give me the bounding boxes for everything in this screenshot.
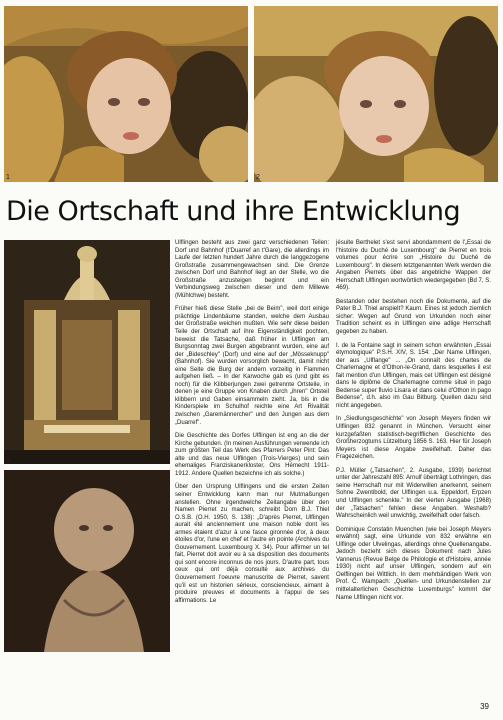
paragraph: Dominique Constatin Muenchen (wie bei Joseph Meyers erwähnt) sagt, eine Urkunde von 832 erwähne ein Ulflinge oder Ulvelingas, allerdings ohne Quellenangabe. Jedoch bezieht sich dieses Dokument nach Jules Vannerus (Revue Belge de Philologie et d'Histoire, année 1930) nicht auf unser Ulflingen, sondern auf ein Oelflingen bei Wittlich. In dem mehrbändigen Werk von Prof. C. Wampach: „Quellen- und Urkundenstellen zur mittelalterlichen Geschichte Luxemburgs" kommt der Name Ulflingen nicht vor.	[336, 526, 491, 601]
paragraph: Ulflingen besteht aus zwei ganz verschiedenen Teilen: Dorf und Bahnhof (t'Duarref an t'Gare), die allerdings im Laufe der letzten hundert Jahre durch die langgezogene Großstraße zusammengewachsen sind. Die Grenze zwischen Dorf und Bahnhof liegt an der Stelle, wo die Großstraße anzusteigen beginnt und ein Verbindungsweg zwischen dieser und dem Millewe (Mühlchwe) besteht.	[175, 240, 329, 299]
page-number: 39	[480, 702, 489, 711]
figure-number-4: 4	[6, 645, 10, 652]
paragraph: Die Geschichte des Dorfes Ulflingen ist eng an die der Kirche gebunden. (In meinen Ausführungen verwende ich zum größten Teil das Werk des Pfarrers Peter Pint: Das alte und das neue Ulflingen (Trois-Vierges) und sein ehemaliges Franziskanerkloster, Ons Hémecht 1911-1912. Andere Quellen bezeichne ich als solche.)	[175, 433, 329, 477]
text-column-2	[336, 240, 491, 608]
photo-altar	[4, 240, 170, 464]
paragraph: In „Siedlungsgeschichte" von Joseph Meyers finden wir Ulflingen 832 genannt in München. Versucht einer kurzgefaßten statistisch-begrifflichen Geschichte des Großherzogtums Lützelburg 1856 S. 163. Hier für Joseph Meyers ist diese Angabe zweifelhaft. Daher das Fragezeichen.	[336, 416, 491, 461]
paragraph: jésuite Berthelet s'est servi abondamment de l'„Essai de l'histoire du Duché de Luxembourg" de Pierret en trois volumes pour écrire son „Histoire du Duché de Luxembourg". In diesem letztgenannten Werk werden die Angaben Pierrets über das angebliche Wappen der Herrschaft Ulflingen wortwörtlich wiedergegeben (Bd 7, S. 469).	[336, 240, 491, 292]
article-title: Die Ortschaft und ihre Entwicklung	[6, 196, 461, 227]
figure-number-3: 3	[6, 457, 10, 464]
photo-cherub-right	[254, 6, 498, 182]
photo-cherub-left	[4, 6, 248, 182]
paragraph: I. de la Fontaine sagt in seinem schon erwähnten „Essai étymologique" P.S.H. XIV, S. 154: „Der Name Ulflingen, der aus „Ulflange" ... „On connaît des chartes de Charlemagne et d'Othon-le-Grand, dans lesquelles il est fait mention d'un Ulflingen, mais cet Ulflingen est désigné dans le diplôme de Charlemagne comme situé in pago Bedense super fluvio Lisara et dans celui d'Othon in pago Bedense", d.h. also im Gau Bitburg. Quellen dazu sind nicht angegeben.	[336, 342, 491, 409]
figure-number-1: 1	[6, 174, 10, 181]
figure-number-2: 2	[256, 174, 260, 181]
paragraph: Früher hieß diese Stelle „bei de Beim", weil dort einige prächtige Lindenbäume standen, welche dem Ausbau der Großstraße weichen mußten. Wie sehr diese beiden Teile der Ortschaft auf ihre Eigenständigkeit pochten, beweist die Tatsache, daß früher in Ulflingen am Burgsonntag zwei Burgen abgebrannt wurden, eine auf der „Bideschley" (Dorf) und eine auf der „Mösseknupp" (Bahnhof). Sie wurden vorsorglich bewacht, damit nicht eine Seite die Burg der andern vorzeitig in Flammen aufgehen ließ. – In der Karwoche gab es (und gibt es noch) für die Klibberjungen zwei getrennte Ortsteile, in denen je eine Gruppe von Knaben durch „ihren" Ortsteil klibbern und Gaben einsammeln zieht. Ja, bis in die Kinderspiele im Schulhof reichte eine Art Rivalität zwischen „Garemännercher" und den Jungen aus dem „Duarref".	[175, 306, 329, 426]
paragraph: Über den Ursprung Ulflingens und die ersten Zeiten seiner Entwicklung kann man nur Mutmaßungen anstellen. Ohne irgendwelche Zeitangabe über den Namen Pierret zu machen, schreibt Dom B.J. Thiel O.S.B. (O.H. 1950, S. 138): „D'après Pierret, Ulflingen aurait été anciennement une maison noble dont les armes étaient d'azur à une fasce gironnée d'or, à deux étoiles d'or, l'une en chef et l'autre en pointe (Archives du Gouvernement. Luxembourg X. 34). Pour affirmer un tel fait, Pierret doit avoir eu à sa disposition des documents qui sont encore inconnus de nos jours. D'autre part, tous ceux qui ont déjà consulté aux archives du Gouvernement l'oeuvre manuscrite de Pierret, savent qu'il est un historien sérieux, consciencieux, aimant à produire preuves et documents à l'appui de ses affirmations. Le	[175, 484, 329, 604]
text-column-1	[175, 240, 329, 611]
paragraph: P.J. Müller („Tatsachen", 2. Ausgabe, 1939) berichtet unter der Jahreszahl 895: Arnulf überträgt Lothringen, das seine Herrschaft nur mit Widerwillen anerkennt, seinem Sohne Zwentibold, der Ulflingen u.a. Eppeldorf, Erpzen und Ulflingen schenkte." In der vierten Ausgabe (1968) der „Tatsachen" fehlen diese Angaben. Weshalb? Wahrscheinlich weil unwichtig, zweifelhaft oder falsch.	[336, 467, 491, 520]
photo-statue	[4, 470, 170, 652]
paragraph: Bestanden oder bestehen noch die Dokumente, auf die Pater B.J. Thiel anspielt? Kaum. Eines ist jedoch ziemlich sicher: Wegen auf Grund von Urkunden noch einer Tradition scheint es in Ulflingen eine adlige Herrschaft gegeben zu haben.	[336, 298, 491, 336]
